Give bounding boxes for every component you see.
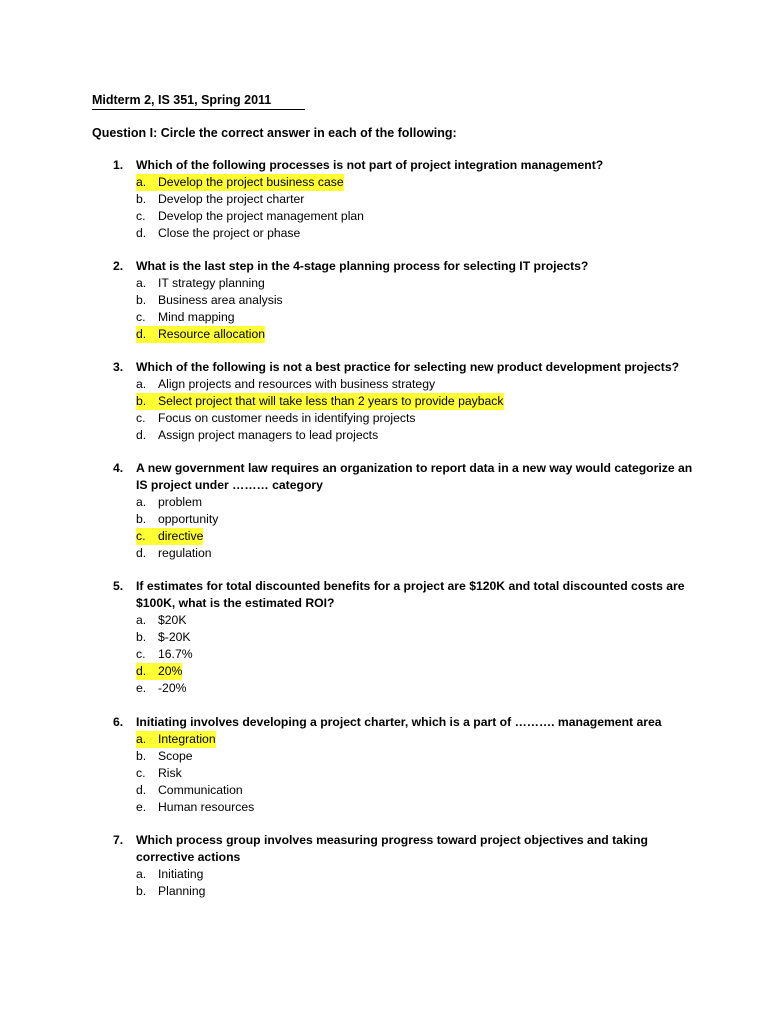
option-text: Develop the project management plan [158,208,364,223]
option-a[interactable] [136,376,693,393]
option-a[interactable] [136,612,693,629]
option-text: Risk [158,765,182,780]
option-letter: c. [136,208,146,223]
option-b[interactable] [136,629,693,646]
option-letter: b. [136,512,147,527]
option-letter: c. [136,765,146,780]
option-text: Integration [158,732,216,747]
option-text: 20% [158,664,183,679]
option-text: Develop the project charter [158,192,305,207]
question-6 [113,714,693,816]
exam-title: Midterm 2, IS 351, Spring 2011 [92,92,305,110]
option-letter: c. [136,647,146,662]
option-a[interactable] [136,174,693,191]
question-3 [113,359,693,444]
option-letter: d. [136,427,147,442]
option-b[interactable] [136,883,693,900]
question-number: 6. [113,715,124,729]
option-text: Close the project or phase [158,225,301,240]
option-text: Assign project managers to lead projects [158,427,379,442]
option-text: problem [158,495,203,510]
option-b[interactable] [136,292,693,309]
question-1 [113,157,693,242]
option-letter: e. [136,680,147,695]
option-letter: c. [136,410,146,425]
question-number: 4. [113,461,124,475]
question-number: 7. [113,833,124,847]
option-letter: b. [136,884,147,899]
option-b[interactable] [136,191,693,208]
question-number: 3. [113,360,124,374]
question-text: What is the last step in the 4-stage planning process for selecting IT projects? [136,259,589,273]
option-letter: d. [136,546,147,561]
option-letter: a. [136,495,147,510]
question-number: 5. [113,579,124,593]
option-letter: b. [136,293,147,308]
option-text: 16.7% [158,647,193,662]
question-number: 1. [113,158,124,172]
option-c[interactable] [136,528,693,545]
option-letter: d. [136,782,147,797]
option-text: regulation [158,546,212,561]
option-letter: a. [136,613,147,628]
option-c[interactable] [136,309,693,326]
option-text: Select project that will take less than 2 years to provide payback [158,394,504,409]
option-b[interactable] [136,748,693,765]
option-letter: b. [136,749,147,764]
option-d[interactable] [136,225,693,242]
option-d[interactable] [136,545,693,562]
option-letter: e. [136,799,147,814]
option-text: Human resources [158,799,255,814]
question-number: 2. [113,259,124,273]
option-text: directive [158,529,204,544]
option-c[interactable] [136,410,693,427]
option-a[interactable] [136,731,693,748]
option-text: Initiating [158,867,204,882]
option-c[interactable] [136,208,693,225]
option-letter: a. [136,732,147,747]
option-a[interactable] [136,866,693,883]
question-text: Which process group involves measuring progress toward project objectives and taking corrective actions [136,833,648,865]
option-letter: b. [136,394,147,409]
option-text: Planning [158,884,206,899]
option-text: Resource allocation [158,326,266,341]
option-c[interactable] [136,646,693,663]
option-letter: c. [136,529,146,544]
option-text: $-20K [158,630,191,645]
option-letter: d. [136,664,147,679]
option-b[interactable] [136,511,693,528]
option-letter: d. [136,225,147,240]
option-d[interactable] [136,782,693,799]
option-e[interactable] [136,680,693,697]
option-text: Focus on customer needs in identifying projects [158,410,416,425]
question-5 [113,578,693,697]
question-text: If estimates for total discounted benefits for a project are $120K and total discounted costs are $100K, what is the estimated ROI? [136,579,685,611]
option-text: Mind mapping [158,309,235,324]
option-e[interactable] [136,799,693,816]
question-2 [113,258,693,343]
option-letter: b. [136,192,147,207]
option-text: Business area analysis [158,293,283,308]
instruction: Question I: Circle the correct answer in each of the following: [92,126,457,140]
question-text: Initiating involves developing a project charter, which is a part of ………. management area [136,715,662,729]
option-d[interactable] [136,663,693,680]
option-text: -20% [158,680,187,695]
option-text: Scope [158,749,193,764]
option-letter: d. [136,326,147,341]
option-letter: b. [136,630,147,645]
option-c[interactable] [136,765,693,782]
question-text: Which of the following processes is not part of project integration management? [136,158,604,172]
option-text: opportunity [158,512,219,527]
option-letter: c. [136,309,146,324]
option-b[interactable] [136,393,693,410]
question-7 [113,832,693,900]
question-text: Which of the following is not a best practice for selecting new product development projects? [136,360,680,374]
option-text: Align projects and resources with business strategy [158,377,436,392]
option-letter: a. [136,377,147,392]
option-text: IT strategy planning [158,276,265,291]
option-letter: a. [136,867,147,882]
option-d[interactable] [136,427,693,444]
option-a[interactable] [136,275,693,292]
option-text: Communication [158,782,243,797]
option-text: $20K [158,613,187,628]
question-text: A new government law requires an organization to report data in a new way would categorize an IS project under ……… category [136,461,693,493]
option-letter: a. [136,175,147,190]
option-a[interactable] [136,494,693,511]
option-text: Develop the project business case [158,175,344,190]
question-4 [113,460,693,562]
option-letter: a. [136,276,147,291]
option-d[interactable] [136,326,693,343]
